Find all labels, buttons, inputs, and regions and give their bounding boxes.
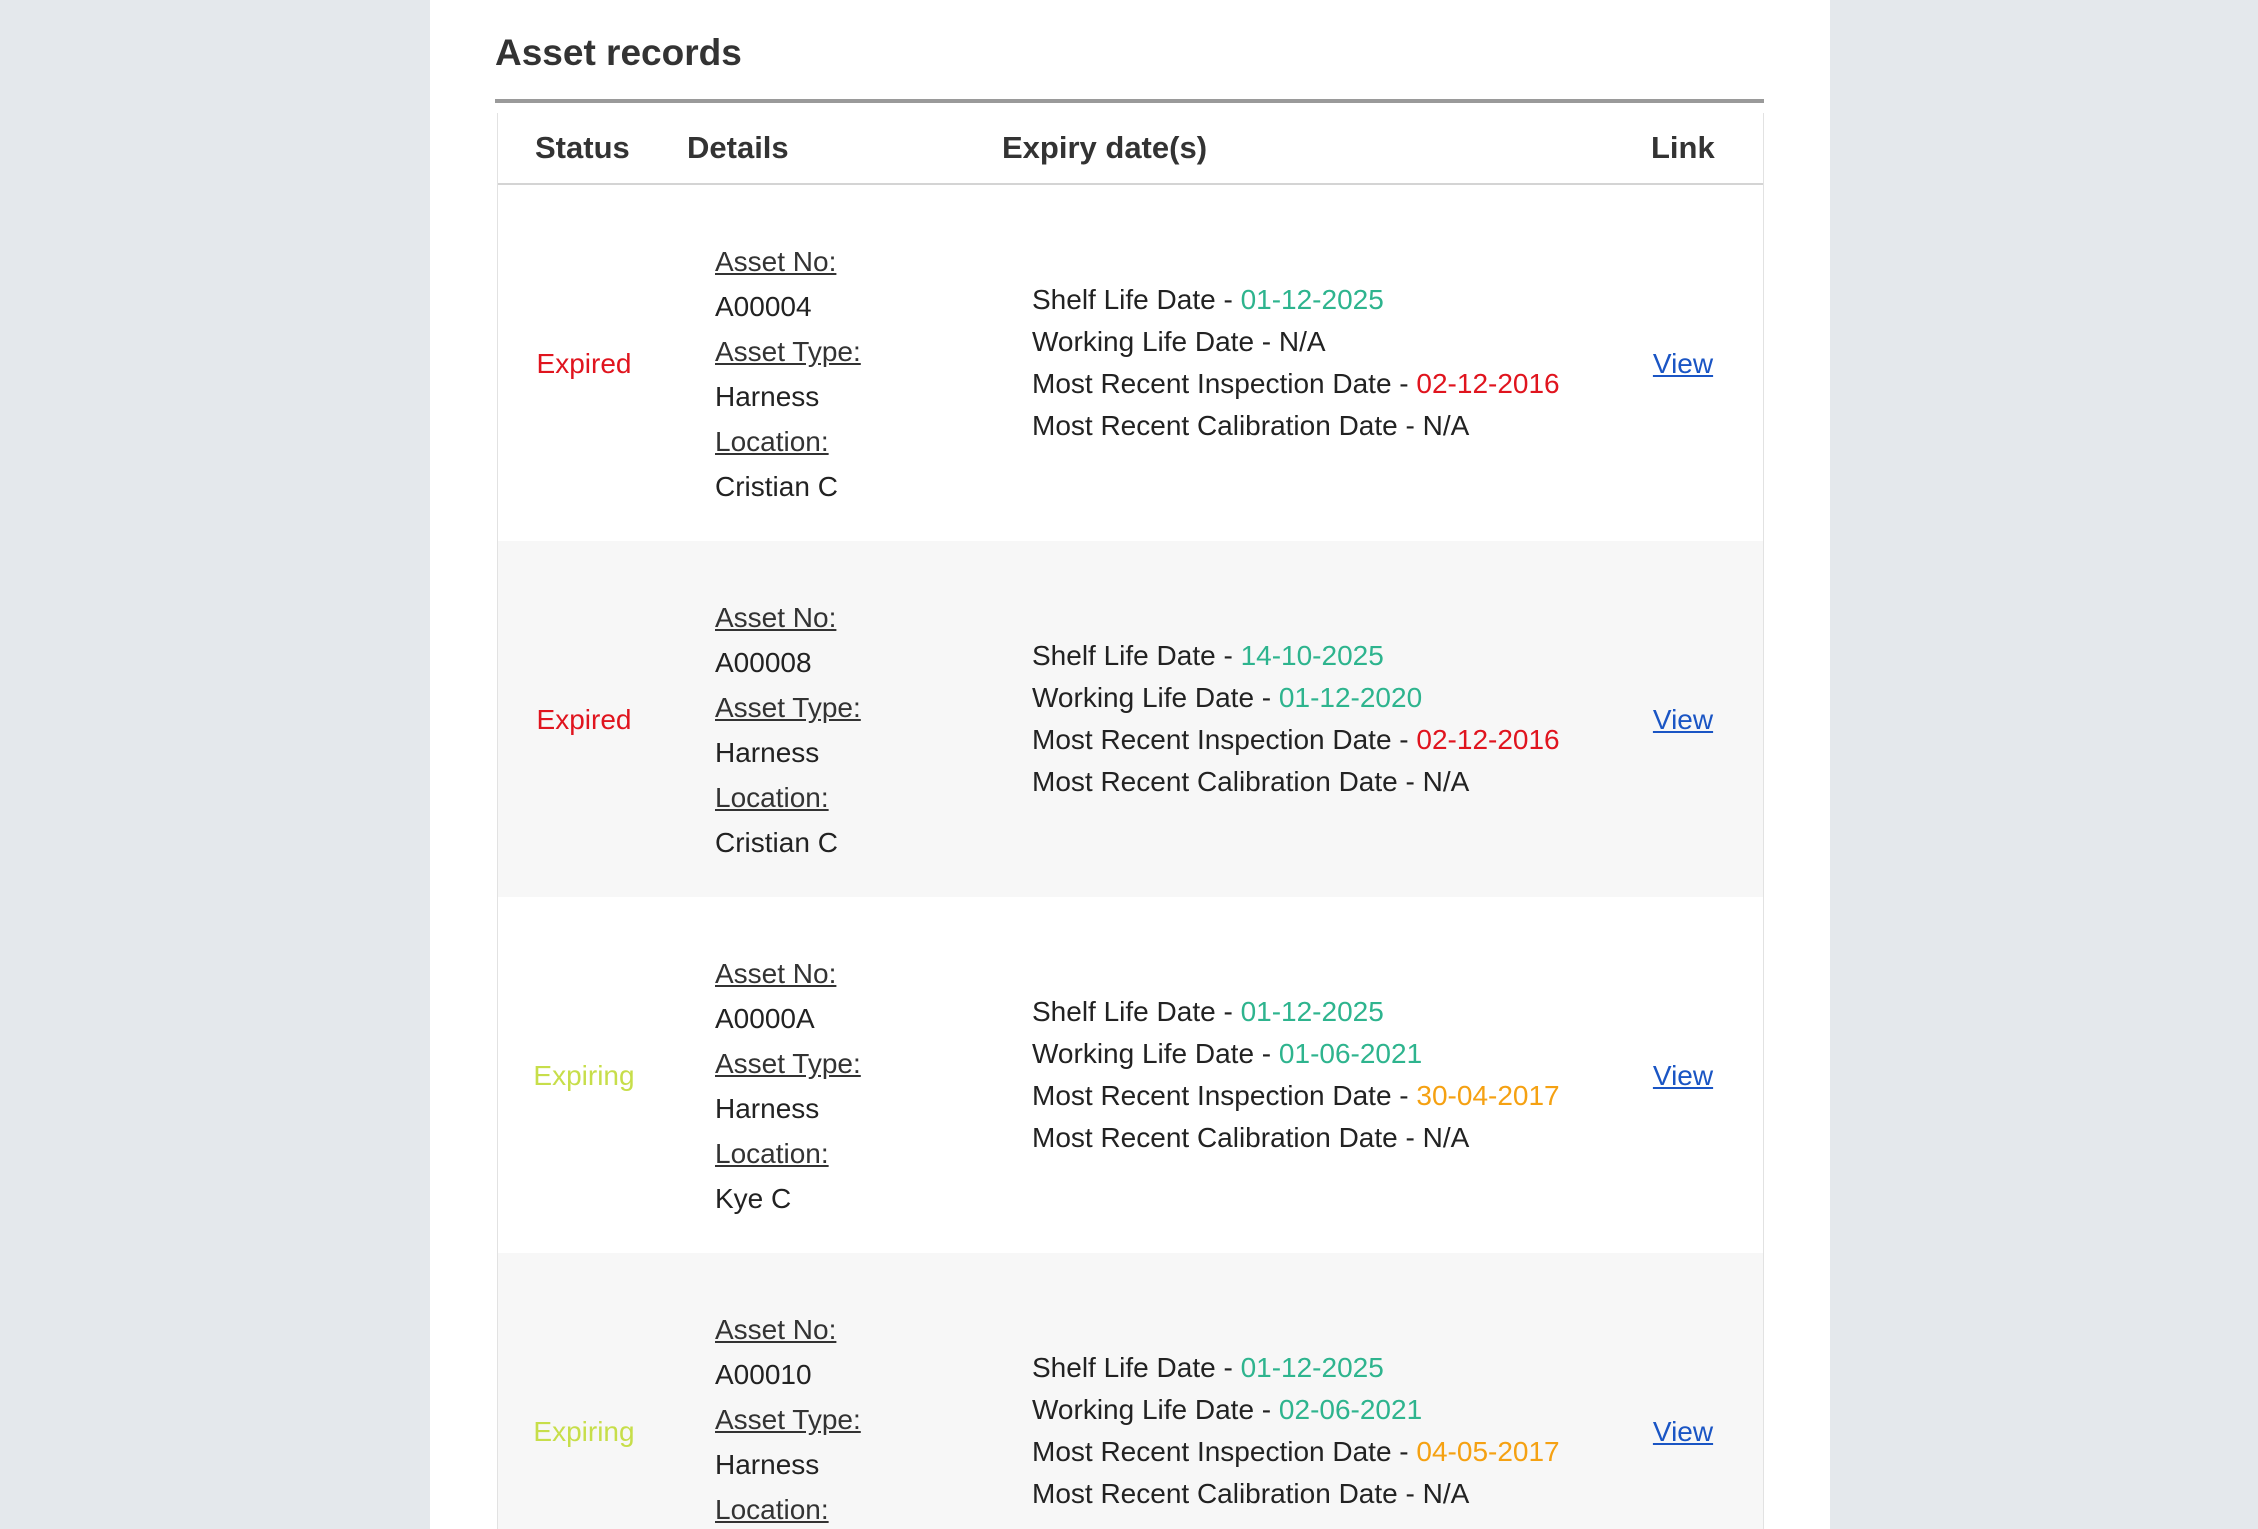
- inspection-line: [1032, 719, 1560, 761]
- calibration-label: Most Recent Calibration Date -: [1032, 410, 1423, 441]
- working-life-date: 01-06-2021: [1278, 1038, 1423, 1069]
- shelf-life-date: 14-10-2025: [1240, 640, 1384, 671]
- view-link[interactable]: View: [1652, 704, 1714, 735]
- expiry-dates: [1032, 991, 1560, 1159]
- shelf-life-date: 01-12-2025: [1240, 996, 1384, 1027]
- header-status: Status: [535, 130, 630, 165]
- expiry-dates: [1032, 1347, 1560, 1515]
- asset-details: [715, 1307, 861, 1529]
- asset-type-value: Harness: [715, 1449, 820, 1480]
- calibration-line: [1032, 1473, 1560, 1515]
- expiry-dates: [1032, 635, 1560, 803]
- inspection-label: Most Recent Inspection Date -: [1032, 1436, 1417, 1467]
- working-life-line: [1032, 677, 1560, 719]
- calibration-label: Most Recent Calibration Date -: [1032, 1122, 1423, 1153]
- location-label: Location:: [715, 426, 829, 457]
- shelf-life-line: [1032, 991, 1560, 1033]
- asset-no-label: Asset No:: [715, 958, 837, 989]
- asset-records-table: [497, 113, 1764, 1529]
- calibration-line: [1032, 761, 1560, 803]
- shelf-life-date: 01-12-2025: [1240, 1352, 1384, 1383]
- asset-type-label: Asset Type:: [715, 1404, 861, 1435]
- title-divider: [495, 99, 1764, 103]
- calibration-date: N/A: [1422, 766, 1470, 797]
- asset-type-value: Harness: [715, 737, 820, 768]
- inspection-line: [1032, 1075, 1560, 1117]
- shelf-life-label: Shelf Life Date -: [1032, 996, 1241, 1027]
- asset-details: [715, 595, 861, 865]
- location-value: Kye C: [715, 1183, 792, 1214]
- table-row: [498, 897, 1763, 1253]
- inspection-line: [1032, 363, 1560, 405]
- asset-no-value: A00004: [715, 291, 812, 322]
- table-row: [498, 185, 1763, 541]
- shelf-life-date: 01-12-2025: [1240, 284, 1384, 315]
- working-life-line: [1032, 321, 1560, 363]
- working-life-label: Working Life Date -: [1032, 1038, 1279, 1069]
- asset-details: [715, 239, 861, 509]
- page-title: Asset records: [495, 32, 742, 73]
- location-value: Cristian C: [715, 471, 838, 502]
- calibration-label: Most Recent Calibration Date -: [1032, 766, 1423, 797]
- view-link[interactable]: View: [1652, 348, 1714, 379]
- asset-type-label: Asset Type:: [715, 336, 861, 367]
- shelf-life-line: [1032, 1347, 1560, 1389]
- header-details: Details: [687, 130, 789, 165]
- calibration-line: [1032, 1117, 1560, 1159]
- working-life-label: Working Life Date -: [1032, 1394, 1279, 1425]
- shelf-life-label: Shelf Life Date -: [1032, 284, 1241, 315]
- asset-no-label: Asset No:: [715, 246, 837, 277]
- calibration-label: Most Recent Calibration Date -: [1032, 1478, 1423, 1509]
- working-life-date: 02-06-2021: [1278, 1394, 1423, 1425]
- shelf-life-label: Shelf Life Date -: [1032, 1352, 1241, 1383]
- status-badge: Expired: [536, 704, 632, 735]
- header-link: Link: [1651, 130, 1715, 165]
- inspection-date: 02-12-2016: [1416, 368, 1560, 399]
- table-body: [498, 185, 1763, 1529]
- location-value: Cristian C: [715, 827, 838, 858]
- inspection-date: 30-04-2017: [1416, 1080, 1560, 1111]
- table-row: [498, 1253, 1763, 1529]
- calibration-line: [1032, 405, 1560, 447]
- inspection-date: 04-05-2017: [1416, 1436, 1560, 1467]
- inspection-line: [1032, 1431, 1560, 1473]
- expiry-dates: [1032, 279, 1560, 447]
- header-expiry: Expiry date(s): [1002, 130, 1208, 165]
- location-label: Location:: [715, 782, 829, 813]
- shelf-life-label: Shelf Life Date -: [1032, 640, 1241, 671]
- table-row: [498, 541, 1763, 897]
- asset-details: [715, 951, 861, 1221]
- view-link[interactable]: View: [1652, 1060, 1714, 1091]
- asset-type-label: Asset Type:: [715, 692, 861, 723]
- working-life-line: [1032, 1389, 1560, 1431]
- calibration-date: N/A: [1422, 1478, 1470, 1509]
- calibration-date: N/A: [1422, 1122, 1470, 1153]
- inspection-label: Most Recent Inspection Date -: [1032, 1080, 1417, 1111]
- shelf-life-line: [1032, 279, 1560, 321]
- working-life-date: N/A: [1278, 326, 1326, 357]
- asset-type-value: Harness: [715, 1093, 820, 1124]
- working-life-line: [1032, 1033, 1560, 1075]
- view-link[interactable]: View: [1652, 1416, 1714, 1447]
- calibration-date: N/A: [1422, 410, 1470, 441]
- status-badge: Expired: [536, 348, 632, 379]
- working-life-label: Working Life Date -: [1032, 326, 1279, 357]
- working-life-date: 01-12-2020: [1278, 682, 1423, 713]
- asset-no-value: A00008: [715, 647, 812, 678]
- inspection-date: 02-12-2016: [1416, 724, 1560, 755]
- asset-no-value: A00010: [715, 1359, 812, 1390]
- page-container: [430, 0, 1830, 1529]
- location-label: Location:: [715, 1494, 829, 1525]
- asset-type-label: Asset Type:: [715, 1048, 861, 1079]
- asset-no-label: Asset No:: [715, 1314, 837, 1345]
- table-header: [498, 113, 1763, 185]
- status-badge: Expiring: [533, 1060, 635, 1091]
- asset-type-value: Harness: [715, 381, 820, 412]
- asset-no-value: A0000A: [715, 1003, 815, 1034]
- asset-no-label: Asset No:: [715, 602, 837, 633]
- shelf-life-line: [1032, 635, 1560, 677]
- inspection-label: Most Recent Inspection Date -: [1032, 368, 1417, 399]
- status-badge: Expiring: [533, 1416, 635, 1447]
- inspection-label: Most Recent Inspection Date -: [1032, 724, 1417, 755]
- working-life-label: Working Life Date -: [1032, 682, 1279, 713]
- location-label: Location:: [715, 1138, 829, 1169]
